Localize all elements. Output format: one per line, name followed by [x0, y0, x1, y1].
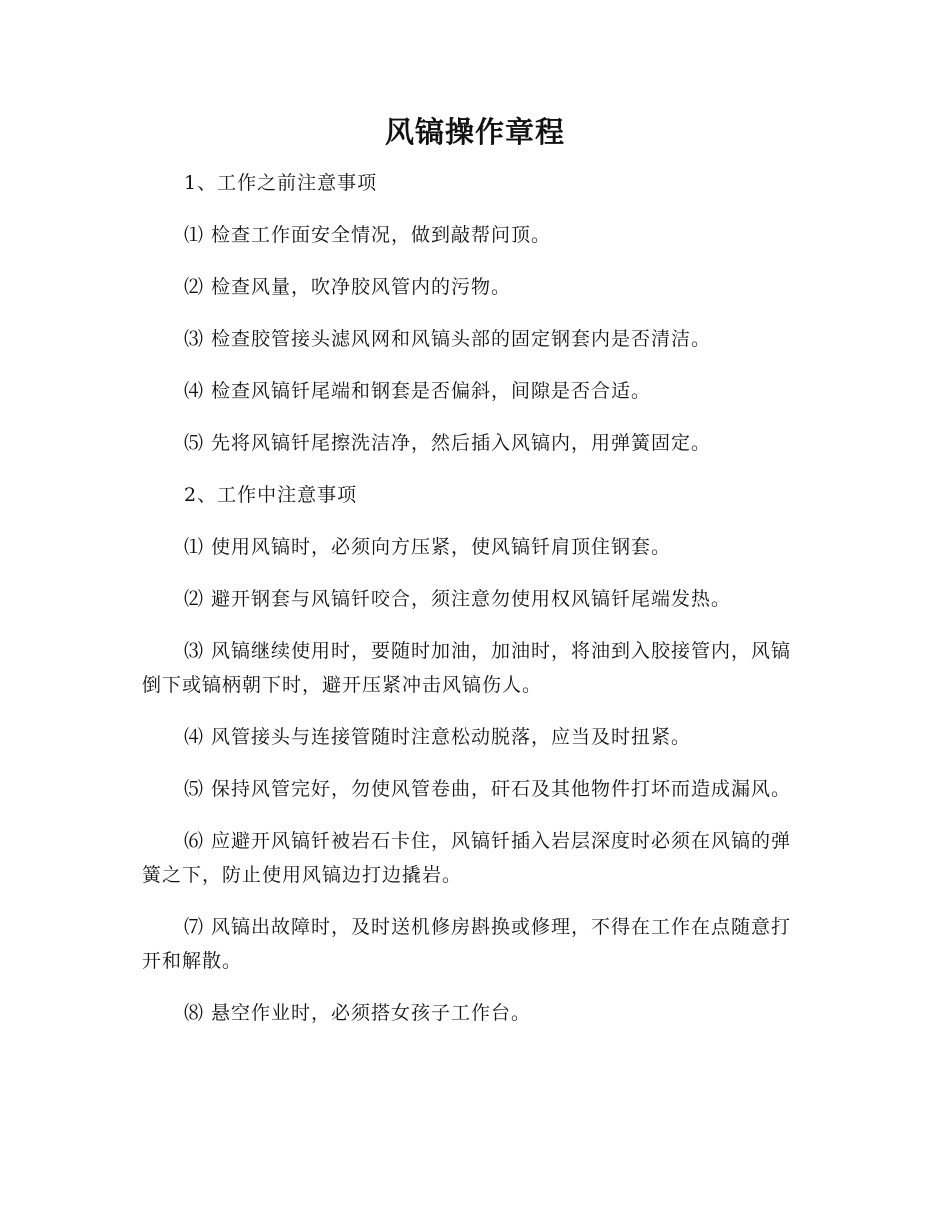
- paragraph-item: ⑷ 风管接头与连接管随时注意松动脱落，应当及时扭紧。: [184, 726, 692, 748]
- paragraph-item: ⑷ 检查风镐钎尾端和钢套是否偏斜，间隙是否合适。: [184, 380, 652, 402]
- section-heading-during-work: 2、工作中注意事项: [184, 484, 358, 506]
- paragraph-item: ⑹ 应避开风镐钎被岩石卡住，风镐钎插入岩层深度时必须在风镐的弹簧之下，防止使用风镐边打边撬岩。: [142, 830, 792, 886]
- paragraph-item: ⑸ 保持风管完好，勿使风管卷曲，矸石及其他物件打坏而造成漏风。: [184, 778, 792, 800]
- paragraph-item: ⑴ 使用风镐时，必须向方压紧，使风镐钎肩顶住钢套。: [184, 536, 672, 558]
- paragraph-item: ⑸ 先将风镐钎尾擦洗洁净，然后插入风镐内，用弹簧固定。: [184, 432, 712, 454]
- document-title: 风镐操作章程: [384, 115, 565, 149]
- paragraph-item: ⑶ 风镐继续使用时，要随时加油，加油时，将油到入胶接管内，风镐倒下或镐柄朝下时，避开压紧冲击风镐伤人。: [142, 640, 792, 696]
- paragraph-item: ⑵ 检查风量，吹净胶风管内的污物。: [184, 276, 512, 298]
- paragraph-item: ⑺ 风镐出故障时，及时送机修房斟换或修理，不得在工作在点随意打开和解散。: [142, 916, 792, 972]
- document-body: [142, 166, 808, 1048]
- section-heading-before-work: 1、工作之前注意事项: [184, 172, 378, 194]
- paragraph-item: ⑻ 悬空作业时，必须搭女孩子工作台。: [184, 1002, 532, 1024]
- paragraph-item: ⑴ 检查工作面安全情况，做到敲帮问顶。: [184, 224, 552, 246]
- paragraph-item: ⑵ 避开钢套与风镐钎咬合，须注意勿使用权风镐钎尾端发热。: [184, 588, 732, 610]
- paragraph-item: ⑶ 检查胶管接头滤风网和风镐头部的固定钢套内是否清洁。: [184, 328, 712, 350]
